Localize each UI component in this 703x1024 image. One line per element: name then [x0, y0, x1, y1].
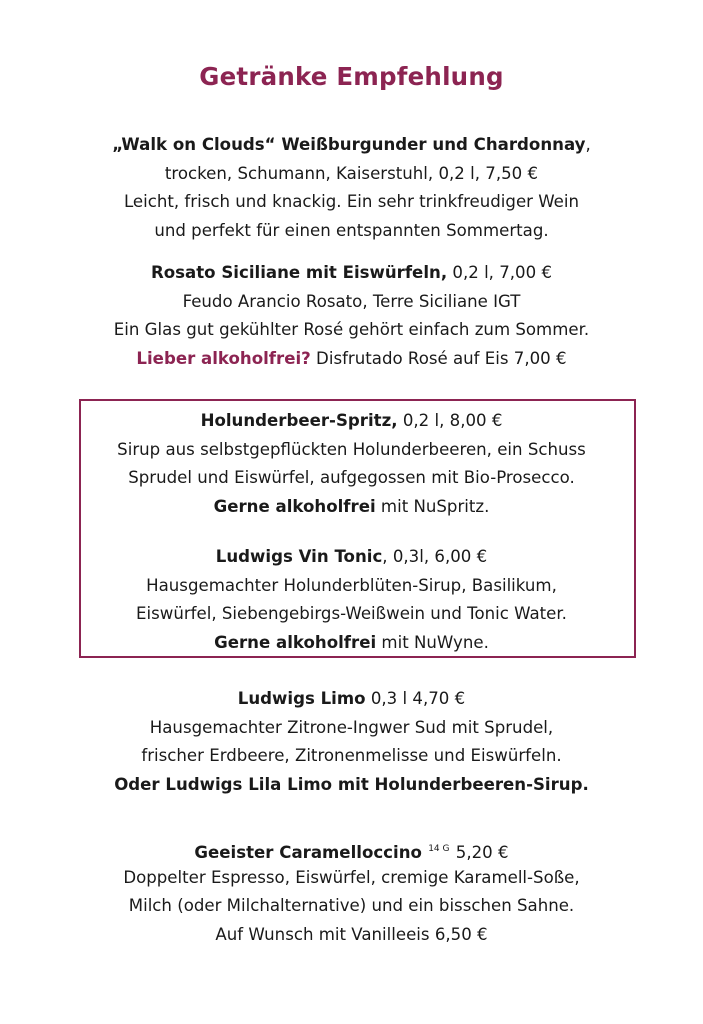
alcohol-free-label: Lieber alkoholfrei? — [136, 348, 311, 368]
drink-price: 0,3 l 4,70 € — [365, 689, 466, 708]
drink-description-line: Sprudel und Eiswürfel, aufgegossen mit Bio-Prosecco. — [128, 468, 575, 488]
drink-name: Ludwigs Limo — [237, 689, 366, 708]
drink-description-line: Milch (oder Milchalternative) und ein bisschen Sahne. — [128, 896, 575, 916]
drink-details: trocken, Schumann, Kaiserstuhl, 0,2 l, 7,50 € — [164, 163, 539, 183]
drink-price: 0,2 l, 8,00 € — [397, 411, 503, 430]
drink-description-line: Feudo Arancio Rosato, Terre Siciliane IGT — [182, 291, 521, 311]
drink-description-line: und perfekt für einen entspannten Sommertag. — [154, 220, 549, 240]
drink-description-line: frischer Erdbeere, Zitronenmelisse und Eiswürfeln. — [141, 746, 562, 766]
drink-price: 5,20 € — [450, 843, 509, 862]
drink-description-line: Eiswürfel, Siebengebirgs-Weißwein und Tonic Water. — [136, 604, 567, 624]
drink-item-ludwigs-limo — [0, 685, 703, 799]
drink-description-line: Ein Glas gut gekühlter Rosé gehört einfach zum Sommer. — [113, 320, 590, 340]
drink-name: Rosato Siciliane mit Eiswürfeln, — [150, 263, 448, 282]
drink-description-line: Doppelter Espresso, Eiswürfel, cremige Karamell-Soße, — [123, 867, 580, 887]
drink-name: Geeister Caramelloccino — [194, 843, 422, 862]
drink-name: Ludwigs Vin Tonic — [215, 547, 383, 566]
drink-item-caramelloccino — [0, 835, 703, 949]
drink-item-vin-tonic — [0, 543, 703, 657]
drink-variant-note: Oder Ludwigs Lila Limo mit Holunderbeeren-Sirup. — [114, 774, 589, 794]
drink-name: Holunderbeer-Spritz, — [200, 411, 398, 430]
alcohol-free-option: mit NuWyne. — [376, 632, 489, 652]
alcohol-free-label: Gerne alkoholfrei — [213, 496, 376, 516]
page-title: Getränke Empfehlung — [199, 62, 504, 91]
drink-name-suffix: , — [585, 135, 591, 154]
allergen-codes: 14 G — [428, 844, 450, 854]
drink-item-holunderbeer-spritz — [0, 407, 703, 521]
drink-item-rosato — [0, 259, 703, 373]
alcohol-free-label: Gerne alkoholfrei — [214, 632, 377, 652]
alcohol-free-option: Disfrutado Rosé auf Eis 7,00 € — [310, 348, 567, 368]
alcohol-free-option: mit NuSpritz. — [375, 496, 490, 516]
drink-description-line: Auf Wunsch mit Vanilleeis 6,50 € — [215, 924, 488, 944]
drink-description-line: Hausgemachter Holunderblüten-Sirup, Basilikum, — [146, 575, 557, 595]
drink-price: , 0,3l, 6,00 € — [382, 547, 488, 566]
drink-description-line: Hausgemachter Zitrone-Ingwer Sud mit Sprudel, — [149, 717, 554, 737]
drink-description-line: Sirup aus selbstgepflückten Holunderbeeren, ein Schuss — [117, 439, 586, 459]
drink-description-line: Leicht, frisch und knackig. Ein sehr trinkfreudiger Wein — [123, 192, 580, 212]
drink-price: 0,2 l, 7,00 € — [447, 263, 553, 282]
drink-item-walk-on-clouds — [0, 131, 703, 245]
drink-name: „Walk on Clouds“ Weißburgunder und Chardonnay — [112, 135, 586, 154]
